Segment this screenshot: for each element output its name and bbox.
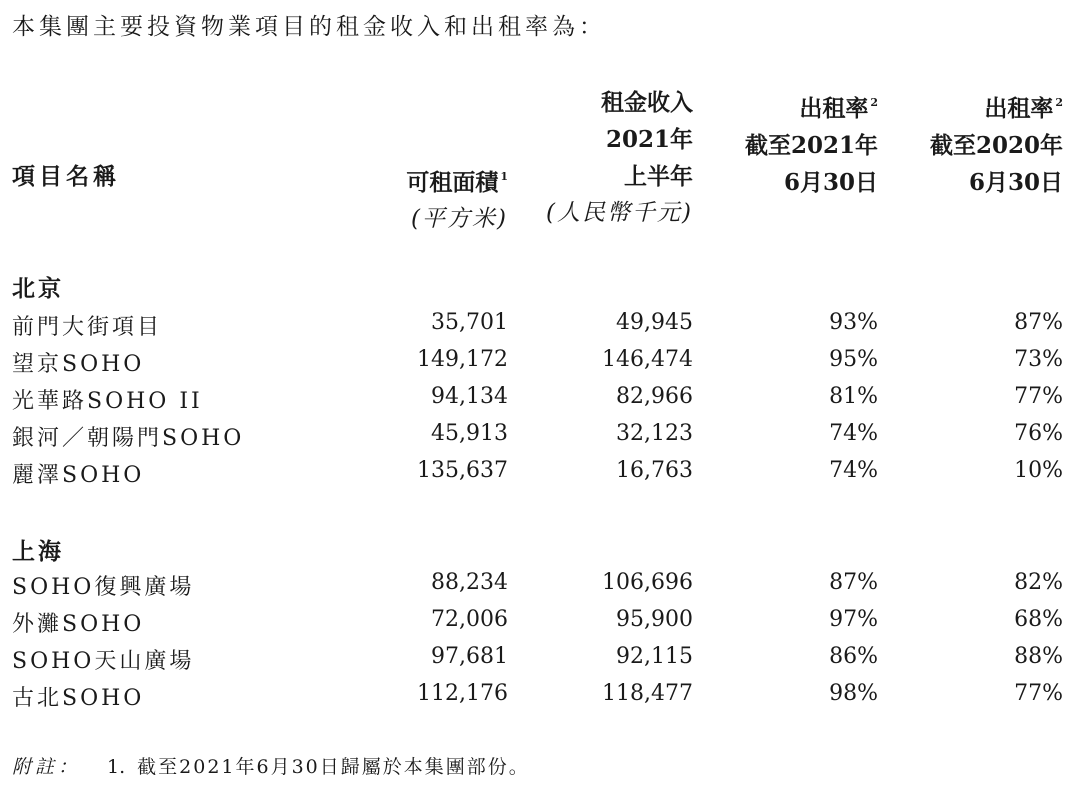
row-rent: 92,115: [616, 644, 693, 669]
row-occ-2020: 73%: [1014, 347, 1063, 372]
row-area: 135,637: [417, 458, 508, 483]
header-leasable-area: 可租面積 $^1$ (平方米): [406, 158, 508, 238]
row-name: SOHO天山廣場: [12, 649, 195, 674]
row-rent: 16,763: [616, 458, 693, 483]
row-name: 古北SOHO: [12, 686, 145, 711]
row-area: 97,681: [431, 644, 508, 669]
row-area: 72,006: [431, 607, 508, 632]
table-row: [0, 458, 1080, 495]
table-row: [0, 421, 1080, 458]
row-name: 麗澤SOHO: [12, 463, 145, 488]
row-occ-2021: 74%: [829, 421, 878, 446]
row-occ-2020: 87%: [1014, 310, 1063, 335]
row-rent: 106,696: [602, 570, 693, 595]
section-title-beijing: 北京: [12, 275, 64, 302]
table-row: [0, 570, 1080, 607]
row-area: 149,172: [417, 347, 508, 372]
table-row: [0, 607, 1080, 644]
row-occ-2020: 68%: [1014, 607, 1063, 632]
row-rent: 118,477: [602, 681, 693, 706]
table-row: [0, 644, 1080, 681]
row-occ-2021: 93%: [829, 310, 878, 335]
header-rent-unit: (人民幣千元): [546, 200, 693, 226]
header-occupancy-2021: 出租率 $^2$ 截至2021年 6月30日: [744, 95, 878, 196]
row-occ-2021: 87%: [829, 570, 878, 595]
row-area: 88,234: [431, 570, 508, 595]
row-name: 外灘SOHO: [12, 612, 145, 637]
row-rent: 146,474: [602, 347, 693, 372]
intro-text: 本集團主要投資物業項目的租金收入和出租率為：: [12, 14, 606, 40]
row-occ-2021: 81%: [829, 384, 878, 409]
row-area: 94,134: [431, 384, 508, 409]
row-rent: 32,123: [616, 421, 693, 446]
footnote-number: 1.: [107, 756, 126, 778]
table-row: [0, 310, 1080, 347]
row-name: 光華路SOHO II: [12, 389, 203, 414]
row-area: 45,913: [431, 421, 508, 446]
table-row: [0, 681, 1080, 718]
row-name: 望京SOHO: [12, 352, 145, 377]
row-occ-2021: 86%: [829, 644, 878, 669]
row-rent: 95,900: [616, 607, 693, 632]
row-occ-2020: 77%: [1014, 384, 1063, 409]
row-occ-2020: 88%: [1014, 644, 1063, 669]
footnote: [12, 752, 530, 779]
row-occ-2020: 76%: [1014, 421, 1063, 446]
row-name: SOHO復興廣場: [12, 575, 195, 600]
row-rent: 82,966: [616, 384, 693, 409]
section-title-shanghai: 上海: [12, 538, 64, 565]
row-rent: 49,945: [616, 310, 693, 335]
row-occ-2021: 74%: [829, 458, 878, 483]
row-occ-2020: 77%: [1014, 681, 1063, 706]
table-row: [0, 347, 1080, 384]
row-occ-2020: 10%: [1014, 458, 1063, 483]
row-name: 銀河／朝陽門SOHO: [12, 426, 245, 451]
header-rental-income: 租金收入 2021年 上半年 (人民幣千元): [546, 84, 693, 232]
row-occ-2021: 95%: [829, 347, 878, 372]
row-area: 35,701: [431, 310, 508, 335]
row-occ-2021: 98%: [829, 681, 878, 706]
header-area-unit: (平方米): [411, 206, 508, 232]
footnote-text: 截至2021年6月30日歸屬於本集團部份。: [137, 756, 530, 778]
header-occupancy-2020: 出租率 $^2$ 截至2020年 6月30日: [929, 95, 1063, 196]
row-occ-2020: 82%: [1014, 570, 1063, 595]
header-project-name: 項目名稱: [12, 163, 120, 190]
row-name: 前門大街項目: [12, 315, 163, 340]
footnote-label: 附註：: [12, 756, 82, 778]
table-row: [0, 384, 1080, 421]
row-occ-2021: 97%: [829, 607, 878, 632]
row-area: 112,176: [417, 681, 508, 706]
